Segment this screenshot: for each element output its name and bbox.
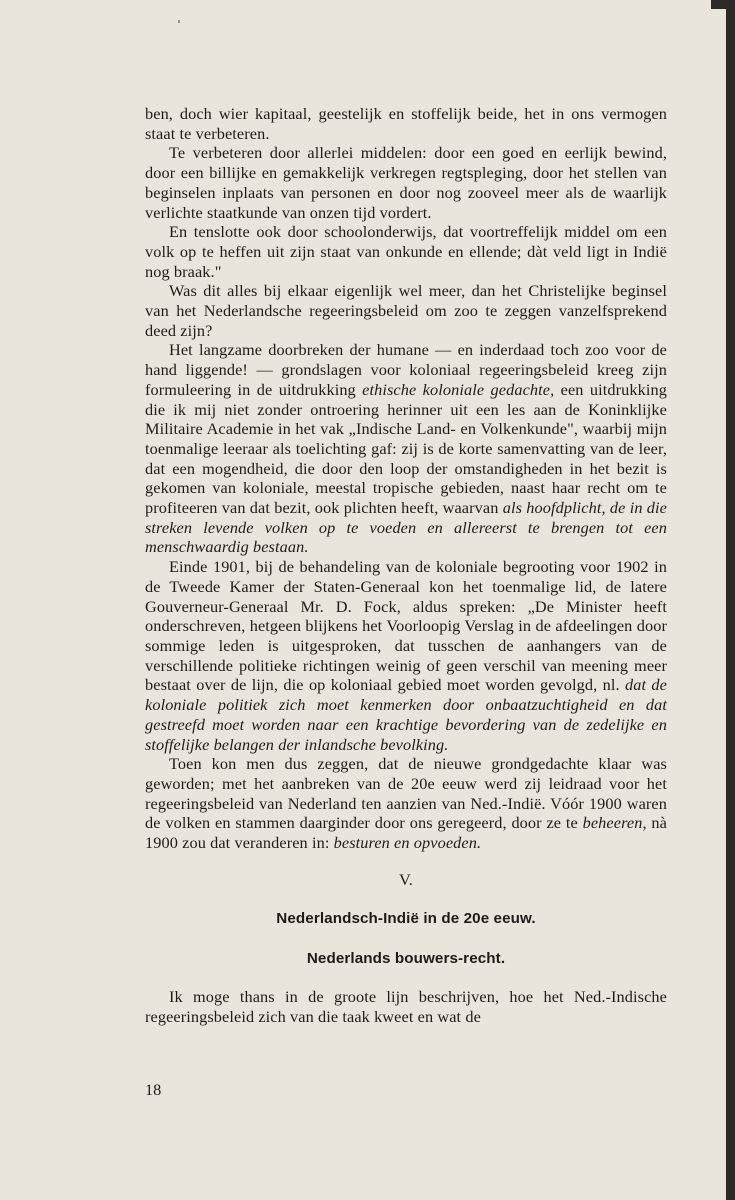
section-number: V. [399,869,413,889]
paragraph-3 [145,222,667,281]
paragraph-5 [145,340,667,557]
italic-text: dat de koloniale politiek zich moet kenmerken door onbaatzuchtigheid en dat gestreefd moet worden naar een krachtige bevordering van de zedelijke en stoffelijke belangen der inlandsche bevolking. [145,675,667,754]
paragraph-1 [145,104,667,143]
text-run: nà 1900 zou dat veranderen in: [145,813,667,853]
closing-paragraph: Ik moge thans in de groote lijn beschrijven, hoe het Ned.-Indische regeeringsbeleid zich van die taak kweet en wat de [145,987,667,1027]
italic-text: als hoofdplicht, de in die streken levende volken op te voeden en allereerst te brengen tot een menschwaardig bestaan. [145,498,667,557]
page-number: 18 [145,1080,162,1099]
paragraph-4 [145,281,667,340]
italic-text: ethische koloniale gedachte, [362,379,555,399]
text-run: Einde 1901, bij de behandeling van de koloniale begrooting voor 1902 in de Tweede Kamer der Staten-Generaal kon het toenmalige lid, de latere Gouverneur-Generaal Mr. D. Fock, aldus spreken: „De Minister heeft onderschreven, hetgeen blijkens het Voorloopig Verslag in de afdeelingen door sommige leden is uitgesproken, dat tusschen de aanhangers van de verschillende politieke richtingen weinig of geen verschil van meening meer bestaat over de lijn, die op koloniaal gebied moet worden gevolgd, nl. [145,557,667,695]
text-run: Het langzame doorbreken der humane — en inderdaad toch zoo voor de hand liggende! — grondslagen voor koloniaal regeeringsbeleid kreeg zijn formuleering in de uitdrukking [145,340,667,399]
italic-text: besturen en opvoeden. [333,833,482,853]
paragraph-6 [145,557,667,754]
text-run: Toen kon men dus zeggen, dat de nieuwe grondgedachte klaar was geworden; met het aanbreken van de 20e eeuw werd zij leidraad voor het regeeringsbeleid van Nederland ten aanzien van Ned.-Indië. Vóór 1900 waren de volken en stammen daarginder door ons geregeerd, door ze te [145,754,667,833]
italic-text: beheeren, [582,813,647,833]
text-run: ben, doch wier kapitaal, geestelijk en stoffelijk beide, het in ons vermogen staat te verbeteren. [145,104,667,143]
text-run: En tenslotte ook door schoolonderwijs, dat voortreffelijk middel om een volk op te heffen uit zijn staat van onkunde en ellende; dàt veld ligt in Indië nog braak." [145,222,667,281]
text-run: een uitdrukking die ik mij niet zonder ontroering herinner uit een les aan de Koninklijke Militaire Academie in het vak „Indische Land- en Volkenkunde", waarbij mijn toenmalige leeraar als toelichting gaf: zij is de korte samenvatting van de leer, dat een mogendheid, die door den loop der omstandigheden in het bezit is gekomen van koloniale, meestal tropische gebieden, naast haar recht om te profiteeren van dat bezit, ook plichten heeft, waarvan [145,379,667,518]
text-run: Was dit alles bij elkaar eigenlijk wel meer, dan het Christelijke beginsel van het Nederlandsche regeeringsbeleid om zoo te zeggen vanzelfsprekend deed zijn? [145,281,667,340]
paper-speck [178,20,180,23]
section-title-line-1: Nederlandsch-Indië in de 20e eeuw. [276,910,536,928]
paragraph-7 [145,754,667,853]
paragraph-2 [145,143,667,222]
page-body [145,104,667,1027]
scan-border-corner [711,0,735,9]
section-title-line-2: Nederlands bouwers-recht. [306,950,506,968]
text-run: Te verbeteren door allerlei middelen: door een goed en eerlijk bewind, door een billijke en gemakkelijk verkregen regtspleging, door het stellen van beginselen inplaats van personen en door nog zooveel meer als de waarlijk verlichte staatkunde van onzen tijd vordert. [145,143,667,222]
scan-border-right [726,0,735,1200]
